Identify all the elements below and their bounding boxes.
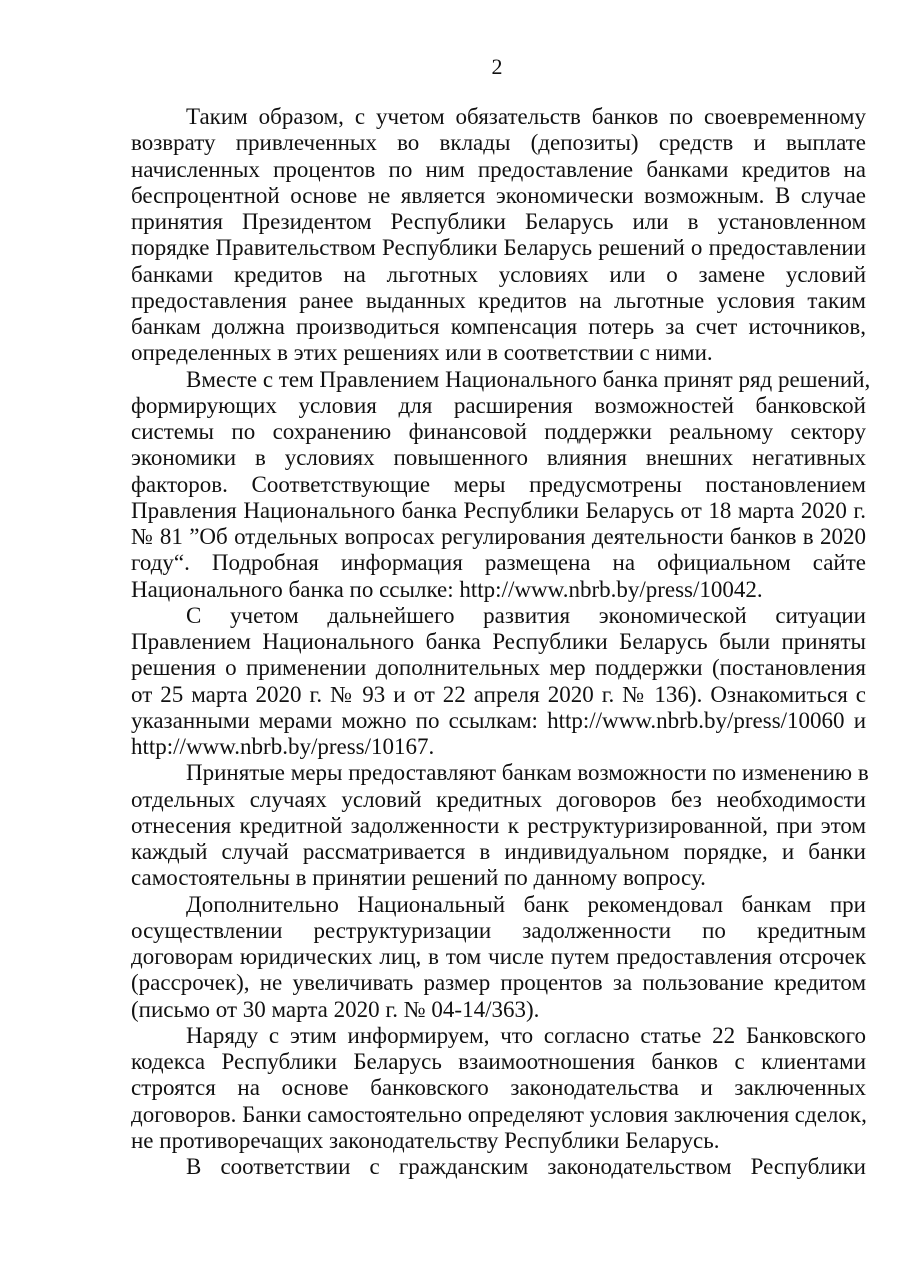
text-line: В соответствии с гражданским законодательством Республики xyxy=(186,1154,866,1179)
text-line: от 25 марта 2020 г. № 93 и от 22 апреля 2020 г. № 136). Ознакомиться с xyxy=(131,681,866,707)
text-line: отнесения кредитной задолженности к реструктуризированной, при этом xyxy=(131,812,866,838)
text-line: формирующих условия для расширения возможностей банковской xyxy=(131,392,866,418)
paragraph xyxy=(131,760,869,891)
text-line: банкам должна производиться компенсация потерь за счет источников, xyxy=(131,314,866,339)
text-line: решения о применении дополнительных мер поддержки (постановления xyxy=(131,655,866,681)
text-line: Принятые меры предоставляют банкам возможности по изменению в xyxy=(186,760,869,786)
text-line: отдельных случаях условий кредитных договоров без необходимости xyxy=(131,786,866,812)
text-line: самостоятельны в принятии решений по данному вопросу. xyxy=(131,865,706,891)
document-body xyxy=(131,104,871,1180)
text-line: договоров. Банки самостоятельно определяют условия заключения сделок, xyxy=(131,1101,867,1127)
text-line: С учетом дальнейшего развития экономической ситуации xyxy=(186,602,866,628)
text-line: Вместе с тем Правлением Национального банка принят ряд решений, xyxy=(186,366,871,392)
text-line: принятия Президентом Республики Беларусь или в установленном xyxy=(131,209,866,234)
text-line: Национального банка по ссылке: http://www.nbrb.by/press/10042. xyxy=(131,576,763,602)
text-line: осуществлении реструктуризации задолженности по кредитным xyxy=(131,917,866,943)
text-line: банками кредитов на льготных условиях или о замене условий xyxy=(131,261,866,287)
text-line: http://www.nbrb.by/press/10167. xyxy=(131,734,435,759)
text-line: кодекса Республики Беларусь взаимоотношения банков с клиентами xyxy=(131,1049,866,1074)
text-line: Дополнительно Национальный банк рекомендовал банкам при xyxy=(186,891,866,917)
text-line: году“. Подробная информация размещена на официальном сайте xyxy=(131,550,866,576)
text-line: Таким образом, с учетом обязательств банков по своевременному xyxy=(186,104,866,129)
text-line: Правлением Национального банка Республики Беларусь были приняты xyxy=(131,629,866,654)
text-line: порядке Правительством Республики Беларусь решений о предоставлении xyxy=(131,235,866,261)
paragraph xyxy=(131,892,866,1023)
text-line: строятся на основе банковского законодательства и заключенных xyxy=(131,1075,866,1101)
paragraph xyxy=(131,104,866,367)
text-line: Правления Национального банка Республики Беларусь от 18 марта 2020 г. xyxy=(131,497,866,523)
text-line: экономики в условиях повышенного влияния внешних негативных xyxy=(131,445,866,471)
paragraph xyxy=(131,366,871,603)
paragraph xyxy=(131,603,866,761)
text-line: определенных в этих решениях или в соответствии с ними. xyxy=(131,340,713,366)
text-line: беспроцентной основе не является экономически возможным. В случае xyxy=(131,182,866,208)
text-line: системы по сохранению финансовой поддержки реальному сектору xyxy=(131,419,866,444)
text-line: каждый случай рассматривается в индивидуальном порядке, и банки xyxy=(131,839,866,864)
text-line: договорам юридических лиц, в том числе путем предоставления отсрочек xyxy=(131,944,866,969)
text-line: возврату привлеченных во вклады (депозиты) средств и выплате xyxy=(131,130,866,156)
text-line: не противоречащих законодательству Республики Беларусь. xyxy=(131,1127,720,1153)
text-line: начисленных процентов по ним предоставление банками кредитов на xyxy=(131,156,866,182)
text-line: факторов. Соответствующие меры предусмотрены постановлением xyxy=(131,471,866,497)
text-line: (рассрочек), не увеличивать размер процентов за пользование кредитом xyxy=(131,970,866,996)
text-line: (письмо от 30 марта 2020 г. № 04-14/363). xyxy=(131,996,540,1022)
text-line: предоставления ранее выданных кредитов на льготные условия таким xyxy=(131,287,866,313)
text-line: указанными мерами можно по ссылкам: http://www.nbrb.by/press/10060 и xyxy=(131,707,866,733)
page-number: 2 xyxy=(491,54,503,79)
paragraph xyxy=(131,1154,866,1180)
text-line: Наряду с этим информируем, что согласно статье 22 Банковского xyxy=(186,1022,866,1048)
paragraph xyxy=(131,1023,866,1154)
text-line: № 81 ”Об отдельных вопросах регулирования деятельности банков в 2020 xyxy=(131,524,866,549)
